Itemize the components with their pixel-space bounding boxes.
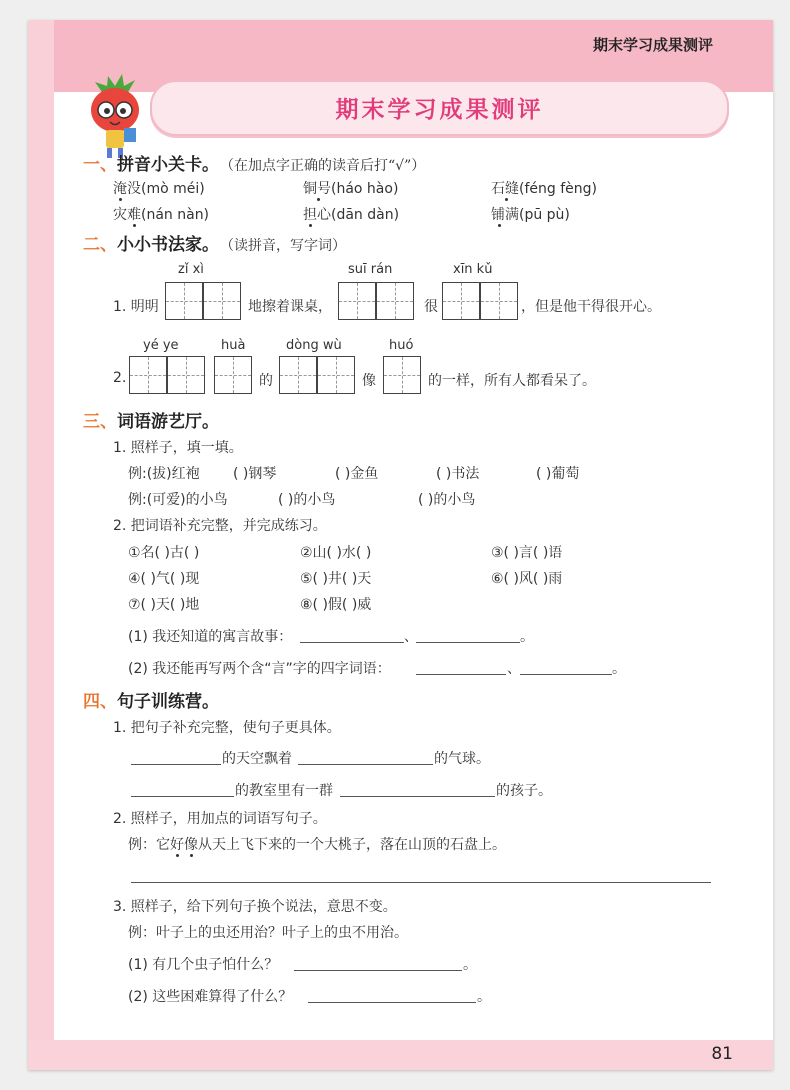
answer-line[interactable] bbox=[308, 1002, 476, 1003]
section-2-note: （读拼音，写字词） bbox=[227, 238, 346, 254]
title-banner bbox=[150, 80, 729, 136]
section-4-title: 句子训练营。 bbox=[117, 692, 219, 712]
sub-question-2: (2) 我还能再写两个含“言”字的四字词语： bbox=[128, 661, 391, 677]
section-1-number: 一、 bbox=[83, 155, 117, 175]
sentence-text: ，但是他干得很开心。 bbox=[521, 299, 661, 315]
emphasis-dot bbox=[119, 198, 122, 201]
writing-grid-box[interactable] bbox=[167, 356, 205, 394]
idiom-fill[interactable]: ④( )气( )现 bbox=[128, 571, 200, 587]
sentence-text: 的教室里有一群 bbox=[235, 783, 333, 799]
idiom-fill[interactable]: ①名( )古( ) bbox=[128, 545, 200, 561]
sub-question: (1) 有几个虫子怕什么？ bbox=[128, 957, 279, 973]
idiom-fill[interactable]: ⑧( )假( )威 bbox=[300, 597, 372, 613]
emphasis-dot bbox=[190, 854, 193, 857]
section-3-number: 三、 bbox=[83, 412, 117, 432]
worksheet-page bbox=[28, 20, 773, 1070]
writing-grid-box[interactable] bbox=[203, 282, 241, 320]
answer-line[interactable] bbox=[298, 764, 433, 765]
writing-grid-box[interactable] bbox=[317, 356, 355, 394]
answer-line[interactable] bbox=[416, 674, 506, 675]
period: 。 bbox=[477, 989, 491, 1005]
pinyin-label: suī rán bbox=[348, 262, 393, 277]
separator: 、 bbox=[507, 661, 521, 677]
question-4-3: 3. 照样子，给下列句子换个说法，意思不变。 bbox=[113, 899, 397, 915]
sub-question-1: (1) 我还知道的寓言故事： bbox=[128, 629, 293, 645]
answer-line[interactable] bbox=[131, 796, 234, 797]
section-3-title: 词语游艺厅。 bbox=[117, 412, 219, 432]
section-3-heading bbox=[83, 407, 219, 432]
section-2-number: 二、 bbox=[83, 235, 117, 255]
idiom-fill[interactable]: ②山( )水( ) bbox=[300, 545, 372, 561]
question-4-2: 2. 照样子，用加点的词语写句子。 bbox=[113, 811, 327, 827]
pinyin-item-3: 石缝(féng fèng) bbox=[491, 181, 597, 197]
strawberry-mascot-icon bbox=[80, 70, 150, 160]
idiom-fill[interactable]: ③( )言( )语 bbox=[491, 545, 563, 561]
period: 。 bbox=[520, 629, 534, 645]
running-title: 期末学习成果测评 bbox=[592, 36, 713, 54]
pinyin-label: xīn kǔ bbox=[453, 262, 493, 277]
writing-row-1-label: 1. 明明 bbox=[113, 299, 159, 315]
writing-row-2-label: 2. bbox=[113, 370, 127, 386]
writing-grid-box[interactable] bbox=[129, 356, 167, 394]
fill-item[interactable]: ( )的小鸟 bbox=[418, 492, 476, 508]
writing-grid-box[interactable] bbox=[338, 282, 376, 320]
page-number: 81 bbox=[711, 1044, 733, 1064]
section-2-title: 小小书法家。 bbox=[117, 235, 219, 255]
period: 。 bbox=[612, 661, 626, 677]
answer-line[interactable] bbox=[520, 674, 612, 675]
pinyin-label: dòng wù bbox=[286, 338, 342, 353]
section-2-heading bbox=[83, 230, 346, 255]
pinyin-item-2: 铜号(háo hào) bbox=[303, 181, 399, 197]
fill-item[interactable]: ( )金鱼 bbox=[335, 466, 379, 482]
separator: 、 bbox=[404, 629, 418, 645]
answer-line[interactable] bbox=[300, 642, 404, 643]
emphasis-dot bbox=[176, 854, 179, 857]
fill-item[interactable]: ( )葡萄 bbox=[536, 466, 580, 482]
sentence-text: 像 bbox=[362, 373, 376, 389]
idiom-fill[interactable]: ⑥( )风( )雨 bbox=[491, 571, 563, 587]
writing-grid-box[interactable] bbox=[376, 282, 414, 320]
answer-line[interactable] bbox=[340, 796, 495, 797]
emphasis-dot bbox=[309, 224, 312, 227]
section-4-heading bbox=[83, 687, 219, 712]
writing-grid-box[interactable] bbox=[165, 282, 203, 320]
page-title: 期末学习成果测评 bbox=[335, 97, 544, 123]
pinyin-label: huó bbox=[389, 338, 414, 353]
example-item: 例:(可爱)的小鸟 bbox=[128, 492, 228, 508]
fill-item[interactable]: ( )钢琴 bbox=[233, 466, 277, 482]
pinyin-label: zǐ xì bbox=[178, 262, 204, 277]
answer-line[interactable] bbox=[416, 642, 520, 643]
example-sentence: 例：它好像从天上飞下来的一个大桃子，落在山顶的石盘上。 bbox=[128, 837, 506, 853]
idiom-fill[interactable]: ⑦( )天( )地 bbox=[128, 597, 200, 613]
writing-grid-box[interactable] bbox=[442, 282, 480, 320]
pinyin-label: huà bbox=[221, 338, 246, 353]
section-1-heading bbox=[83, 150, 425, 175]
sentence-text: 的天空飘着 bbox=[222, 751, 292, 767]
writing-grid-box[interactable] bbox=[383, 356, 421, 394]
pinyin-item-4: 灾难(nán nàn) bbox=[113, 207, 210, 223]
sentence-text: 的气球。 bbox=[434, 751, 490, 767]
fill-item[interactable]: ( )书法 bbox=[436, 466, 480, 482]
sentence-text: 的 bbox=[259, 373, 273, 389]
section-4-number: 四、 bbox=[83, 692, 117, 712]
fill-item[interactable]: ( )的小鸟 bbox=[278, 492, 336, 508]
sentence-text: 很 bbox=[424, 299, 438, 315]
question-4-1: 1. 把句子补充完整，使句子更具体。 bbox=[113, 720, 341, 736]
emphasis-dot bbox=[505, 198, 508, 201]
emphasis-dot bbox=[498, 224, 501, 227]
sentence-text: 的孩子。 bbox=[496, 783, 552, 799]
pinyin-item-6: 铺满(pū pù) bbox=[491, 207, 570, 223]
idiom-fill[interactable]: ⑤( )井( )天 bbox=[300, 571, 372, 587]
answer-line[interactable] bbox=[131, 882, 711, 883]
emphasis-dot bbox=[133, 224, 136, 227]
sub-question: (2) 这些困难算得了什么？ bbox=[128, 989, 293, 1005]
emphasis-dot bbox=[317, 198, 320, 201]
example-sentence: 例：叶子上的虫还用治？叶子上的虫不用治。 bbox=[128, 925, 408, 941]
sentence-text: 的一样，所有人都看呆了。 bbox=[428, 373, 596, 389]
writing-grid-box[interactable] bbox=[480, 282, 518, 320]
period: 。 bbox=[463, 957, 477, 973]
footer-band bbox=[28, 1040, 773, 1070]
sentence-text: 地擦着课桌， bbox=[248, 299, 332, 315]
writing-grid-box[interactable] bbox=[214, 356, 252, 394]
answer-line[interactable] bbox=[294, 970, 462, 971]
writing-grid-box[interactable] bbox=[279, 356, 317, 394]
section-1-title: 拼音小关卡。 bbox=[117, 155, 219, 175]
answer-line[interactable] bbox=[131, 764, 221, 765]
section-1-note: （在加点字正确的读音后打“√”） bbox=[227, 158, 426, 174]
pinyin-label: yé ye bbox=[143, 338, 179, 353]
example-item: 例:(拔)红袍 bbox=[128, 466, 200, 482]
question-3-2: 2. 把词语补充完整，并完成练习。 bbox=[113, 518, 327, 534]
pinyin-item-1: 淹没(mò méi) bbox=[113, 181, 205, 197]
pinyin-item-5: 担心(dān dàn) bbox=[303, 207, 400, 223]
question-3-1: 1. 照样子，填一填。 bbox=[113, 440, 243, 456]
left-margin-band bbox=[28, 20, 54, 1070]
